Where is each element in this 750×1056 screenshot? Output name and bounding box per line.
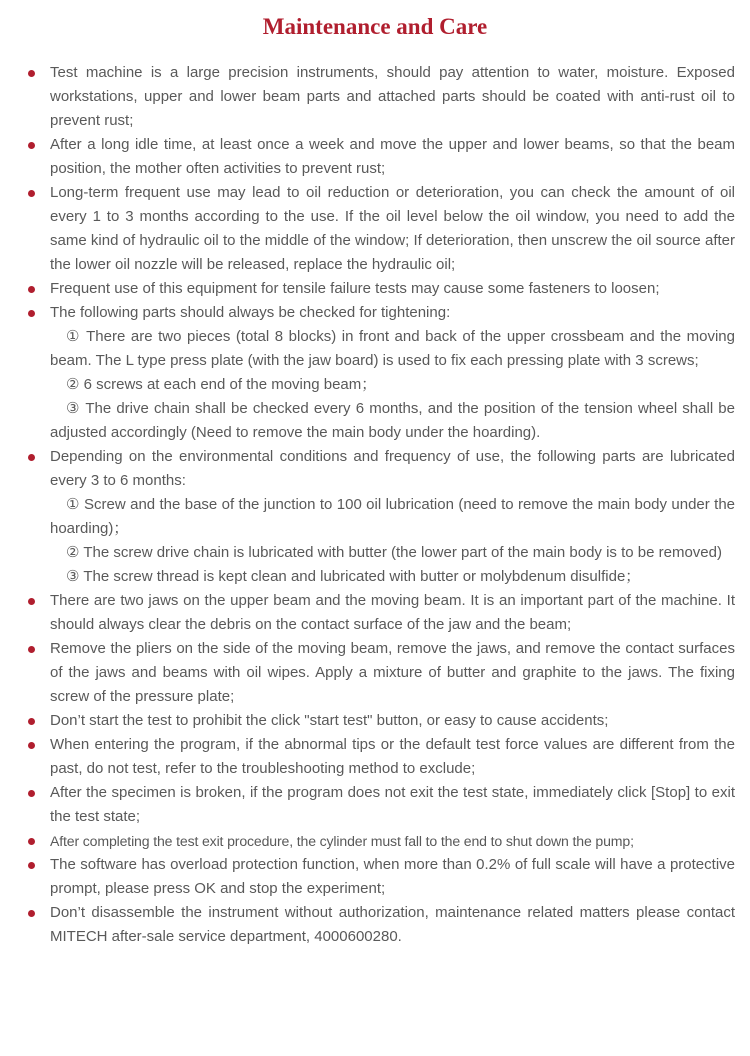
- bullet-icon: [28, 142, 35, 149]
- list-item-text: Frequent use of this equipment for tensile failure tests may cause some fasteners to loosen;: [50, 280, 660, 297]
- list-item-body: [50, 133, 735, 181]
- document-page: [0, 14, 750, 949]
- sub-item-text: ① There are two pieces (total 8 blocks) in front and back of the upper crossbeam and the moving beam. The L type press plate (with the jaw board) is used to fix each pressing plate with 3 screws;: [50, 328, 735, 369]
- list-item-text: There are two jaws on the upper beam and the moving beam. It is an important part of the machine. It should always clear the debris on the contact surface of the jaw and the beam;: [50, 592, 735, 633]
- list-item-body: [50, 901, 735, 949]
- list-item: [25, 277, 735, 301]
- list-item: [25, 181, 735, 277]
- list-item: [25, 61, 735, 133]
- list-item-text: Depending on the environmental conditions and frequency of use, the following parts are lubricated every 3 to 6 months:: [50, 448, 735, 489]
- bullet-icon: [28, 790, 35, 797]
- bullet-icon: [28, 838, 35, 845]
- list-item-text: Long-term frequent use may lead to oil reduction or deterioration, you can check the amount of oil every 1 to 3 months according to the use. If the oil level below the oil window, you need to add the same kind of hydraulic oil to the middle of the window; If deterioration, then unscrew the oil source after the lower oil nozzle will be released, replace the hydraulic oil;: [50, 184, 735, 273]
- list-item: [25, 853, 735, 901]
- bullet-icon: [28, 862, 35, 869]
- list-item: [25, 637, 735, 709]
- list-item: [25, 301, 735, 445]
- list-item-body: [50, 301, 735, 445]
- bullet-icon: [28, 190, 35, 197]
- bullet-icon: [28, 310, 35, 317]
- list-item-body: [50, 709, 735, 733]
- list-item: [25, 133, 735, 181]
- list-item: [25, 733, 735, 781]
- list-item-text: Don’t start the test to prohibit the click "start test" button, or easy to cause accidents;: [50, 712, 609, 729]
- sub-item-text: ③ The drive chain shall be checked every 6 months, and the position of the tension wheel shall be adjusted accordingly (Need to remove the main body under the hoarding).: [50, 400, 735, 441]
- list-item-text: The following parts should always be checked for tightening:: [50, 304, 451, 321]
- sub-item-text: ② 6 screws at each end of the moving beam；: [66, 376, 377, 393]
- list-item: [25, 829, 735, 853]
- list-item: [25, 781, 735, 829]
- bullet-icon: [28, 910, 35, 917]
- bullet-icon: [28, 598, 35, 605]
- list-item-body: [50, 781, 735, 829]
- list-item: [25, 709, 735, 733]
- bullet-icon: [28, 454, 35, 461]
- list-item: [25, 445, 735, 589]
- list-item-body: [50, 277, 735, 301]
- bullet-list: [0, 61, 750, 949]
- list-item-body: [50, 829, 735, 853]
- list-item-body: [50, 733, 735, 781]
- page-title: Maintenance and Care: [262, 14, 488, 39]
- list-item-body: [50, 589, 735, 637]
- list-item-text: After the specimen is broken, if the program does not exit the test state, immediately click [Stop] to exit the test state;: [50, 784, 735, 825]
- list-item-body: [50, 61, 735, 133]
- bullet-icon: [28, 646, 35, 653]
- list-item-text: After completing the test exit procedure, the cylinder must fall to the end to shut down the pump;: [50, 833, 634, 849]
- list-item-text: The software has overload protection function, when more than 0.2% of full scale will have a protective prompt, please press OK and stop the experiment;: [50, 856, 735, 897]
- sub-item-text: ① Screw and the base of the junction to 100 oil lubrication (need to remove the main body under the hoarding)；: [50, 496, 735, 537]
- list-item-text: When entering the program, if the abnormal tips or the default test force values are different from the past, do not test, refer to the troubleshooting method to exclude;: [50, 736, 735, 777]
- sub-item-text: ② The screw drive chain is lubricated with butter (the lower part of the main body is to be removed): [66, 544, 722, 561]
- bullet-icon: [28, 742, 35, 749]
- list-item-text: Don’t disassemble the instrument without authorization, maintenance related matters please contact MITECH after-sale service department, 4000600280.: [50, 904, 735, 945]
- list-item: [25, 901, 735, 949]
- bullet-icon: [28, 718, 35, 725]
- bullet-icon: [28, 70, 35, 77]
- list-item-text: After a long idle time, at least once a week and move the upper and lower beams, so that the beam position, the mother often activities to prevent rust;: [50, 136, 735, 177]
- list-item-text: Remove the pliers on the side of the moving beam, remove the jaws, and remove the contact surfaces of the jaws and beams with oil wipes. Apply a mixture of butter and graphite to the jaws. The fixing screw of the pressure plate;: [50, 640, 735, 705]
- list-item: [25, 589, 735, 637]
- list-item-body: [50, 637, 735, 709]
- list-item-body: [50, 853, 735, 901]
- list-item-text: Test machine is a large precision instruments, should pay attention to water, moisture. Exposed workstations, upper and lower beam parts and attached parts should be coated with anti-rust oil to prevent rust;: [50, 64, 735, 129]
- list-item-body: [50, 181, 735, 277]
- sub-item-text: ③ The screw thread is kept clean and lubricated with butter or molybdenum disulfide；: [66, 568, 641, 585]
- list-item-body: [50, 445, 735, 589]
- bullet-icon: [28, 286, 35, 293]
